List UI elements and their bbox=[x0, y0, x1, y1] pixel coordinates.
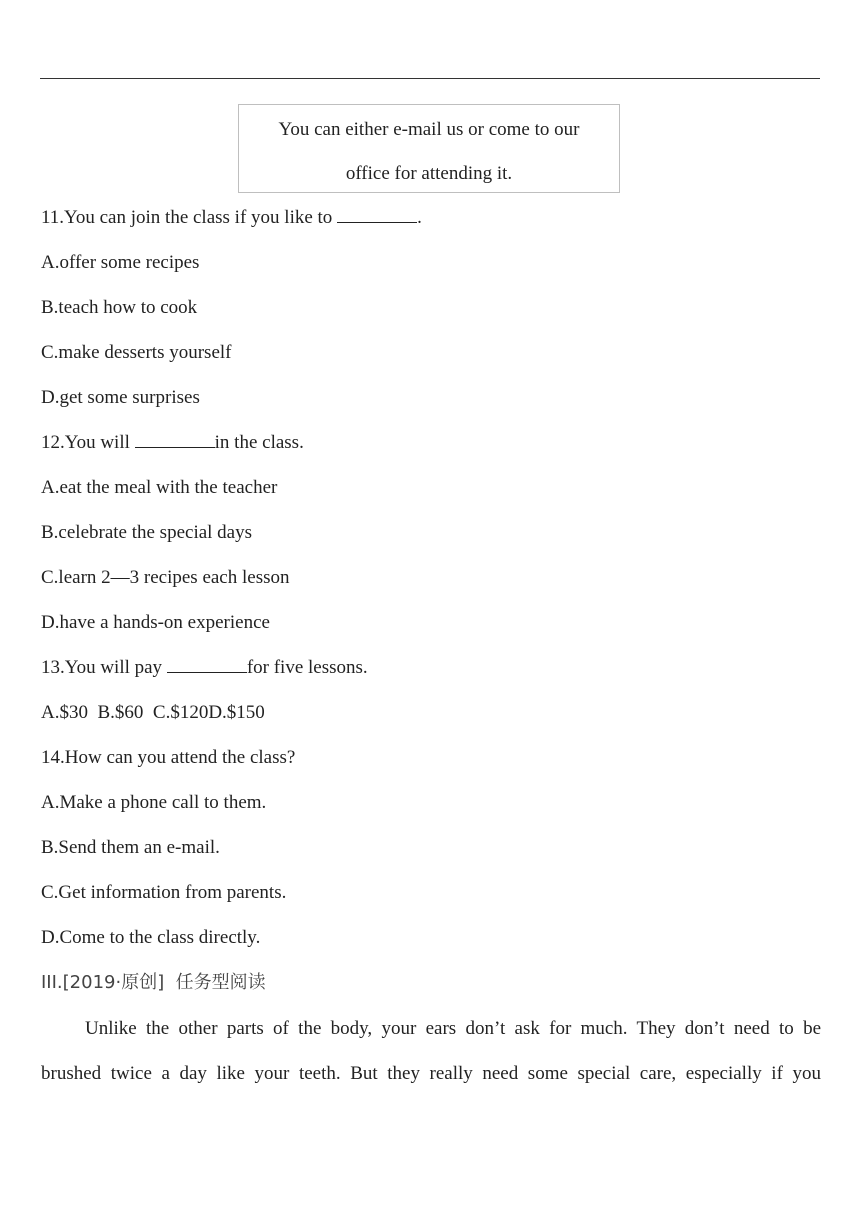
header-rule bbox=[40, 78, 820, 79]
question-14-stem: 14.How can you attend the class? bbox=[41, 747, 296, 768]
passage-line-1: Unlike the other parts of the body, your ears don’t ask for much. They don’t need to be bbox=[85, 1018, 821, 1039]
q11-option-b: B.teach how to cook bbox=[41, 297, 198, 318]
answer-blank bbox=[337, 206, 417, 223]
q11-option-c: C.make desserts yourself bbox=[41, 342, 232, 363]
q12-option-c: C.learn 2—3 recipes each lesson bbox=[41, 567, 290, 588]
question-12-stem: 12.You will in the class. bbox=[41, 432, 304, 453]
section-heading: III.[2019·原创] 任务型阅读 bbox=[41, 972, 266, 993]
answer-blank bbox=[167, 656, 247, 673]
question-11-stem: 11.You can join the class if you like to . bbox=[41, 207, 422, 228]
q12-option-b: B.celebrate the special days bbox=[41, 522, 253, 543]
answer-blank bbox=[135, 431, 215, 448]
q14-option-c: C.Get information from parents. bbox=[41, 882, 287, 903]
q14-option-a: A.Make a phone call to them. bbox=[41, 792, 267, 813]
q12-option-a: A.eat the meal with the teacher bbox=[41, 477, 278, 498]
q12-option-d: D.have a hands-on experience bbox=[41, 612, 270, 633]
q14-option-b: B.Send them an e-mail. bbox=[41, 837, 220, 858]
question-13-stem: 13.You will pay for five lessons. bbox=[41, 657, 368, 678]
q13-options: A.$30 B.$60 C.$120D.$150 bbox=[41, 702, 265, 723]
q11-option-a: A.offer some recipes bbox=[41, 252, 200, 273]
info-box bbox=[238, 104, 620, 193]
info-box-line-2: office for attending it. bbox=[345, 163, 513, 184]
passage-line-2: brushed twice a day like your teeth. But they really need some special care, especially if you bbox=[41, 1063, 821, 1084]
info-box-line-1: You can either e-mail us or come to our bbox=[278, 119, 580, 140]
q11-option-d: D.get some surprises bbox=[41, 387, 200, 408]
q14-option-d: D.Come to the class directly. bbox=[41, 927, 261, 948]
